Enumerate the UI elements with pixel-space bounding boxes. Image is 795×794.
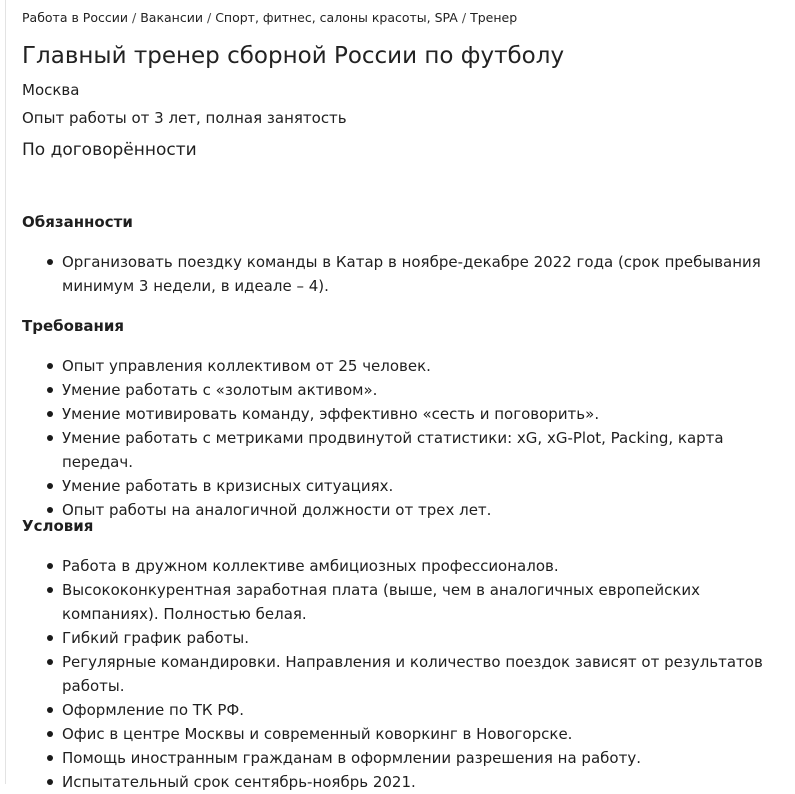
list-item: Умение работать с «золотым активом». bbox=[22, 378, 790, 402]
requirements-list bbox=[22, 354, 790, 522]
list-item: Помощь иностранным гражданам в оформлении разрешения на работу. bbox=[22, 746, 790, 770]
list-item: Умение работать с метриками продвинутой статистики: xG, xG-Plot, Packing, карта передач. bbox=[22, 426, 790, 474]
breadcrumb-separator: / bbox=[206, 10, 212, 25]
list-item: Оформление по ТК РФ. bbox=[22, 698, 790, 722]
list-item: Испытательный срок сентябрь-ноябрь 2021. bbox=[22, 770, 790, 794]
list-item: Гибкий график работы. bbox=[22, 626, 790, 650]
breadcrumb-separator: / bbox=[132, 10, 137, 25]
list-item: Регулярные командировки. Направления и количество поездок зависят от результатов работы. bbox=[22, 650, 790, 698]
breadcrumb-link-russia[interactable]: Работа в России bbox=[22, 10, 128, 25]
list-item: Работа в дружном коллективе амбициозных профессионалов. bbox=[22, 554, 790, 578]
list-item: Офис в центре Москвы и современный коворкинг в Новогорске. bbox=[22, 722, 790, 746]
conditions-list bbox=[22, 554, 790, 794]
list-item: Умение мотивировать команду, эффективно «сесть и поговорить». bbox=[22, 402, 790, 426]
list-item: Умение работать в кризисных ситуациях. bbox=[22, 474, 790, 498]
vacancy-title: Главный тренер сборной России по футболу bbox=[22, 43, 565, 69]
vacancy-salary: По договорённости bbox=[22, 140, 197, 160]
breadcrumb-link-vacancies[interactable]: Вакансии bbox=[140, 10, 203, 25]
list-item: Высококонкурентная заработная плата (выше, чем в аналогичных европейских компаниях). Полностью белая. bbox=[22, 578, 790, 626]
conditions-heading: Условия bbox=[22, 517, 94, 535]
duties-heading: Обязанности bbox=[22, 213, 133, 231]
duties-list bbox=[22, 250, 790, 298]
breadcrumb bbox=[22, 10, 517, 26]
breadcrumb-separator: / bbox=[461, 10, 467, 25]
list-item: Опыт управления коллективом от 25 человек. bbox=[22, 354, 790, 378]
vacancy-experience: Опыт работы от 3 лет, полная занятость bbox=[22, 109, 347, 127]
list-item: Опыт работы на аналогичной должности от трех лет. bbox=[22, 498, 790, 522]
requirements-heading: Требования bbox=[22, 317, 125, 335]
left-border bbox=[5, 0, 6, 784]
vacancy-city: Москва bbox=[22, 81, 80, 99]
breadcrumb-link-sport[interactable]: Спорт, фитнес, салоны красоты, SPA bbox=[215, 10, 458, 25]
breadcrumb-link-trainer[interactable]: Тренер bbox=[470, 10, 518, 25]
list-item: Организовать поездку команды в Катар в ноябре-декабре 2022 года (срок пребывания минимум 3 недели, в идеале – 4). bbox=[22, 250, 790, 298]
